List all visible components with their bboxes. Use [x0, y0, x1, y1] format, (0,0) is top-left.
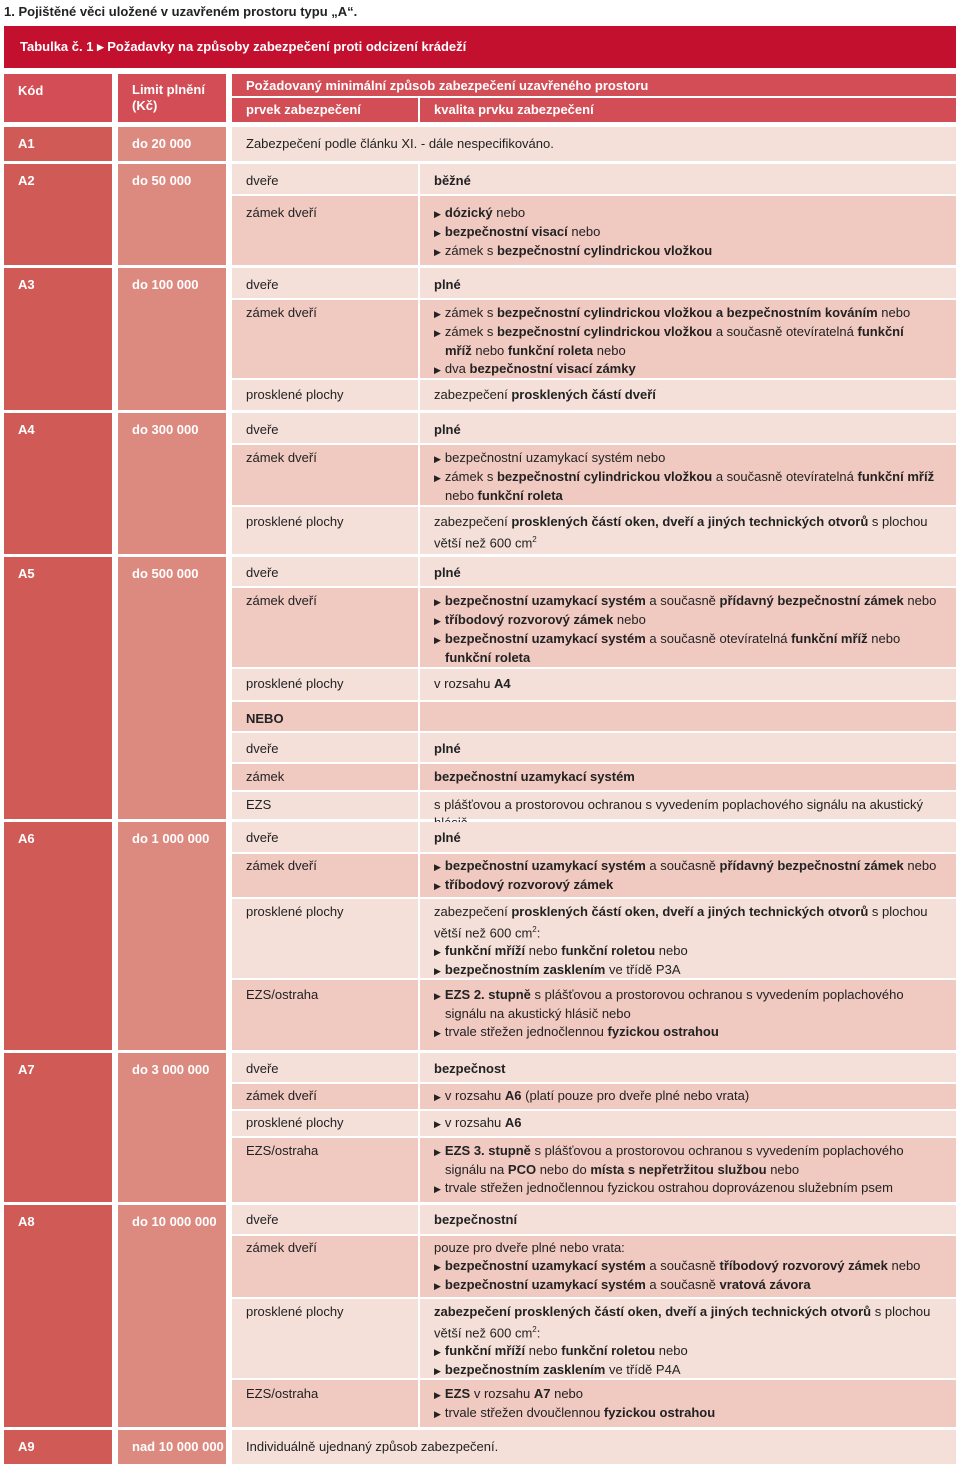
a6-zamek-q: ▶ bezpečnostní uzamykací systém a současně přídavný bezpečnostní zámek nebo ▶ tříbodový rozvorový zámek: [420, 854, 956, 897]
a2-dvere: dveře: [232, 164, 418, 194]
a5-prosklene: prosklené plochy: [232, 669, 418, 700]
a9-text: Individuálně ujednaný způsob zabezpečení.: [232, 1430, 956, 1464]
a5-prosklene-q: v rozsahu A4: [420, 669, 956, 700]
limit-a4: do 300 000: [118, 413, 226, 554]
a8-dvere: dveře: [232, 1205, 418, 1234]
limit-a5: do 500 000: [118, 557, 226, 819]
a3-dvere: dveře: [232, 268, 418, 298]
a5-zamek2-q: bezpečnostní uzamykací systém: [420, 764, 956, 790]
code-a6: A6: [4, 822, 112, 1050]
header-main: Požadovaný minimální způsob zabezpečení uzavřeného prostoru: [232, 74, 956, 96]
a5-ezs: EZS: [232, 792, 418, 819]
a5-nebo: NEBO: [232, 702, 418, 731]
a5-zamek-q: ▶ bezpečnostní uzamykací systém a současně přídavný bezpečnostní zámek nebo ▶ tříbodový rozvorový zámek nebo ▶ bezpečnostní uzamykací systém a současně otevíratelná funkční mříž nebo funkční roleta: [420, 588, 956, 667]
a6-zamek: zámek dveří: [232, 854, 418, 897]
code-a3: A3: [4, 268, 112, 410]
header-kod: Kód: [4, 74, 112, 122]
a8-prosklene-q: zabezpečení prosklených částí oken, dveří a jiných technických otvorů s plochou větší než 600 $cm^2$: ▶ funkční mříží nebo funkční roletou nebo ▶ bezpečnostním zasklením ve třídě P4A: [420, 1299, 956, 1378]
a5-dvere: dveře: [232, 557, 418, 586]
a5-zamek: zámek dveří: [232, 588, 418, 667]
a3-zamek-q: ▶ zámek s bezpečnostní cylindrickou vložkou a bezpečnostním kováním nebo ▶ zámek s bezpečnostní cylindrickou vložkou a současně otevíratelná funkční mříž nebo funkční roleta nebo ▶ dva bezpečnostní visací zámky: [420, 300, 956, 378]
table-title: Tabulka č. 1 ▸ Požadavky na způsoby zabezpečení proti odcizení krádeží: [20, 39, 467, 54]
bullet-icon: ▶: [434, 247, 441, 257]
a6-dvere: dveře: [232, 822, 418, 852]
a5-zamek2: zámek: [232, 764, 418, 790]
a3-prosklene: prosklené plochy: [232, 380, 418, 410]
a5-dvere2: dveře: [232, 733, 418, 762]
a8-zamek: zámek dveří: [232, 1236, 418, 1297]
a7-ezs: EZS/ostraha: [232, 1138, 418, 1202]
a5-dvere-q: plné: [420, 557, 956, 586]
a2-dvere-q: běžné: [420, 164, 956, 194]
a4-dvere: dveře: [232, 413, 418, 443]
a4-zamek-q: ▶ bezpečnostní uzamykací systém nebo ▶ zámek s bezpečnostní cylindrickou vložkou a současně otevíratelná funkční mříž nebo funkční roleta: [420, 445, 956, 505]
a7-prosklene: prosklené plochy: [232, 1111, 418, 1136]
a4-zamek: zámek dveří: [232, 445, 418, 505]
a8-ezs: EZS/ostraha: [232, 1380, 418, 1427]
a1-text: Zabezpečení podle článku XI. - dále nespecifikováno.: [232, 127, 956, 161]
bullet-icon: ▶: [434, 209, 441, 219]
a6-ezs-q: ▶ EZS 2. stupně s plášťovou a prostorovou ochranou s vyvedením poplachového signálu na akustický hlásič nebo ▶ trvale střežen jednočlennou fyzickou ostrahou: [420, 980, 956, 1050]
code-a9: A9: [4, 1430, 112, 1464]
header-kvalita: kvalita prvku zabezpečení: [420, 98, 956, 122]
a3-prosklene-q: zabezpečení prosklených částí dveří: [420, 380, 956, 410]
a5-nebo-q: [420, 702, 956, 731]
a5-ezs-q: s plášťovou a prostorovou ochranou s vyvedením poplachového signálu na akustický: [420, 792, 956, 819]
code-a5: A5: [4, 557, 112, 819]
a3-dvere-q: plné: [420, 268, 956, 298]
a7-zamek-q: ▶ v rozsahu A6 (platí pouze pro dveře plné nebo vrata): [420, 1084, 956, 1109]
limit-a6: do 1 000 000: [118, 822, 226, 1050]
a4-dvere-q: plné: [420, 413, 956, 443]
a2-zamek-q: ▶ dózický nebo ▶ bezpečnostní visací nebo ▶ zámek s bezpečnostní cylindrickou vložkou: [420, 196, 956, 265]
a3-zamek: zámek dveří: [232, 300, 418, 378]
limit-a7: do 3 000 000: [118, 1053, 226, 1202]
table-title-banner: [4, 26, 956, 68]
a7-zamek: zámek dveří: [232, 1084, 418, 1109]
code-a8: A8: [4, 1205, 112, 1427]
a8-dvere-q: bezpečnostní: [420, 1205, 956, 1234]
code-a7: A7: [4, 1053, 112, 1202]
limit-a1: do 20 000: [118, 127, 226, 161]
a7-ezs-q: ▶ EZS 3. stupně s plášťovou a prostorovou ochranou s vyvedením poplachového signálu na PCO nebo do místa s nepřetržitou službou nebo ▶ trvale střežen jednočlennou fyzickou ostrahou doprovázenou služebním psem: [420, 1138, 956, 1202]
a6-dvere-q: plné: [420, 822, 956, 852]
a2-zamek: zámek dveří: [232, 196, 418, 265]
page-title: 1. Pojištěné věci uložené v uzavřeném prostoru typu „A“.: [4, 4, 358, 19]
a6-prosklene: prosklené plochy: [232, 899, 418, 978]
a8-zamek-q: pouze pro dveře plné nebo vrata: ▶ bezpečnostní uzamykací systém a současně tříbodový rozvorový zámek nebo ▶ bezpečnostní uzamykací systém a současně vratová závora: [420, 1236, 956, 1297]
a6-ezs: EZS/ostraha: [232, 980, 418, 1050]
code-a4: A4: [4, 413, 112, 554]
limit-a2: do 50 000: [118, 164, 226, 265]
code-a2: A2: [4, 164, 112, 265]
a7-prosklene-q: ▶ v rozsahu A6: [420, 1111, 956, 1136]
a8-prosklene: prosklené plochy: [232, 1299, 418, 1378]
a4-prosklene-q: zabezpečení prosklených částí oken, dveří a jiných technických otvorů s plochou větší než 600 $cm^2$: [420, 507, 956, 554]
limit-a9: nad 10 000 000: [118, 1430, 226, 1464]
header-limit: Limit plnění (Kč): [118, 74, 226, 122]
a7-dvere-q: bezpečnost: [420, 1053, 956, 1082]
header-prvek: prvek zabezpečení: [232, 98, 418, 122]
a4-prosklene: prosklené plochy: [232, 507, 418, 554]
a8-ezs-q: ▶ EZS v rozsahu A7 nebo ▶ trvale střežen dvoučlennou fyzickou ostrahou: [420, 1380, 956, 1427]
code-a1: A1: [4, 127, 112, 161]
limit-a8: do 10 000 000: [118, 1205, 226, 1427]
bullet-icon: ▶: [434, 228, 441, 238]
a6-prosklene-q: zabezpečení prosklených částí oken, dveří a jiných technických otvorů s plochou větší než 600 $cm^2$: ▶ funkční mříží nebo funkční roletou nebo ▶ bezpečnostním zasklením ve třídě P3A: [420, 899, 956, 978]
limit-a3: do 100 000: [118, 268, 226, 410]
a7-dvere: dveře: [232, 1053, 418, 1082]
a5-dvere2-q: plné: [420, 733, 956, 762]
